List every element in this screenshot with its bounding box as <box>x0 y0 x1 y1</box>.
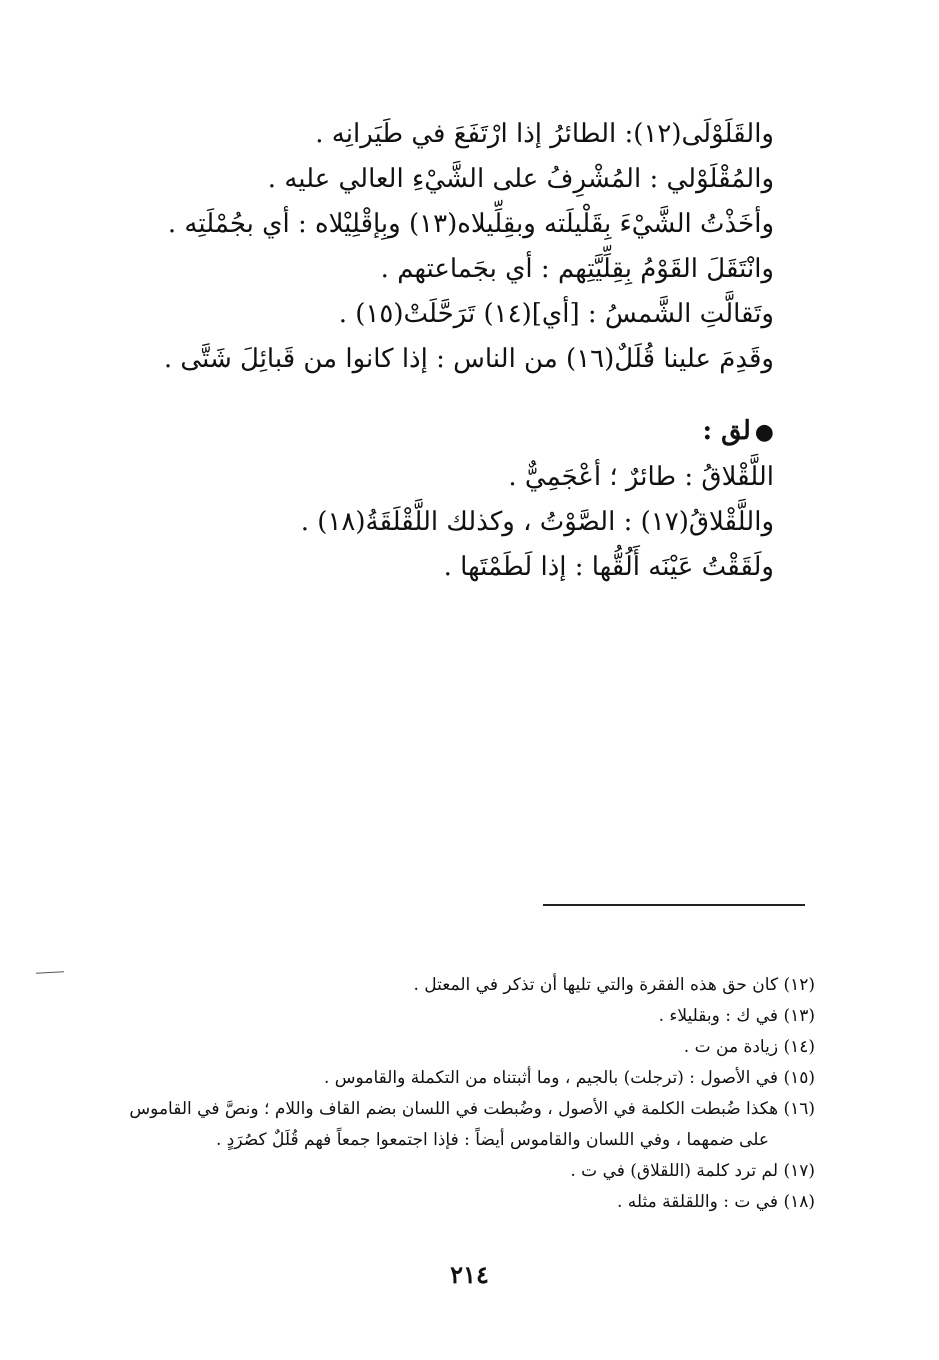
footnote-18: (١٨) في ت : واللقلقة مثله . <box>616 1192 815 1212</box>
footnote-16: (١٦) هكذا ضُبطت الكلمة في الأصول ، وضُبطت في اللسان بضم القاف واللام ؛ ونصَّ في القاموس <box>129 1099 815 1119</box>
margin-mark <box>36 971 64 973</box>
bullet-dot-icon: ● <box>754 419 774 445</box>
footnote-14: (١٤) زيادة من ت . <box>683 1037 815 1057</box>
footnote-17: (١٧) لم ترد كلمة (اللقلاق) في ت . <box>570 1161 815 1181</box>
main-line-3: وأخَذْتُ الشَّيْءَ بِقَلْيلَته وبقِلِّيلاه(١٣) وبِإقْلِيْلاه : أي بجُمْلَتِه . <box>167 209 774 239</box>
main-line-2: والمُقْلَوْلي : المُشْرِفُ على الشَّيْءِ العالي عليه . <box>267 164 774 194</box>
main-line-4: وانْتَقَلَ القَوْمُ بِقِلِّيَّتِهم : أي بجَماعتهم . <box>380 254 774 284</box>
section-heading <box>134 409 774 455</box>
main-line-7: اللَّقْلاقُ : طائرٌ ؛ أعْجَمِيٌّ . <box>508 462 774 492</box>
main-line-1: والقَلَوْلَى(١٢): الطائرُ إذا ارْتَفَعَ في طَيَرانِه . <box>315 119 774 149</box>
footnote-15: (١٥) في الأصول : (ترجلت) بالجيم ، وما أثبتناه من التكملة والقاموس . <box>324 1068 815 1088</box>
main-line-6: وقَدِمَ علينا قُلَلٌ(١٦) من الناس : إذا كانوا من قَبائِلَ شَتَّى . <box>163 344 774 374</box>
footnote-16-continuation: على ضمهما ، وفي اللسان والقاموس أيضاً : فإذا اجتمعوا جمعاً فهم قُلَلٌ كصُرَدٍ . <box>216 1130 769 1150</box>
page-number: ٢١٤ <box>450 1260 489 1289</box>
section-heading-text: لق : <box>702 416 751 446</box>
footnote-12: (١٢) كان حق هذه الفقرة والتي تليها أن تذكر في المعتل . <box>413 975 815 995</box>
footnote-divider <box>543 904 805 906</box>
main-line-9: ولَقَقْتُ عَيْنَه أَلُقُّها : إذا لَطَمْتَها . <box>443 552 774 582</box>
main-line-8: واللَّقْلاقُ(١٧) : الصَّوْتُ ، وكذلك اللَّقْلَقَةُ(١٨) . <box>300 507 774 537</box>
main-text-block <box>134 112 774 590</box>
main-line-5: وتَقالَّتِ الشَّمسُ : [أي](١٤) تَرَحَّلَتْ(١٥) . <box>338 299 774 329</box>
footnote-13: (١٣) في ك : وبقليلاء . <box>658 1006 815 1026</box>
footnotes-block <box>115 970 815 1218</box>
